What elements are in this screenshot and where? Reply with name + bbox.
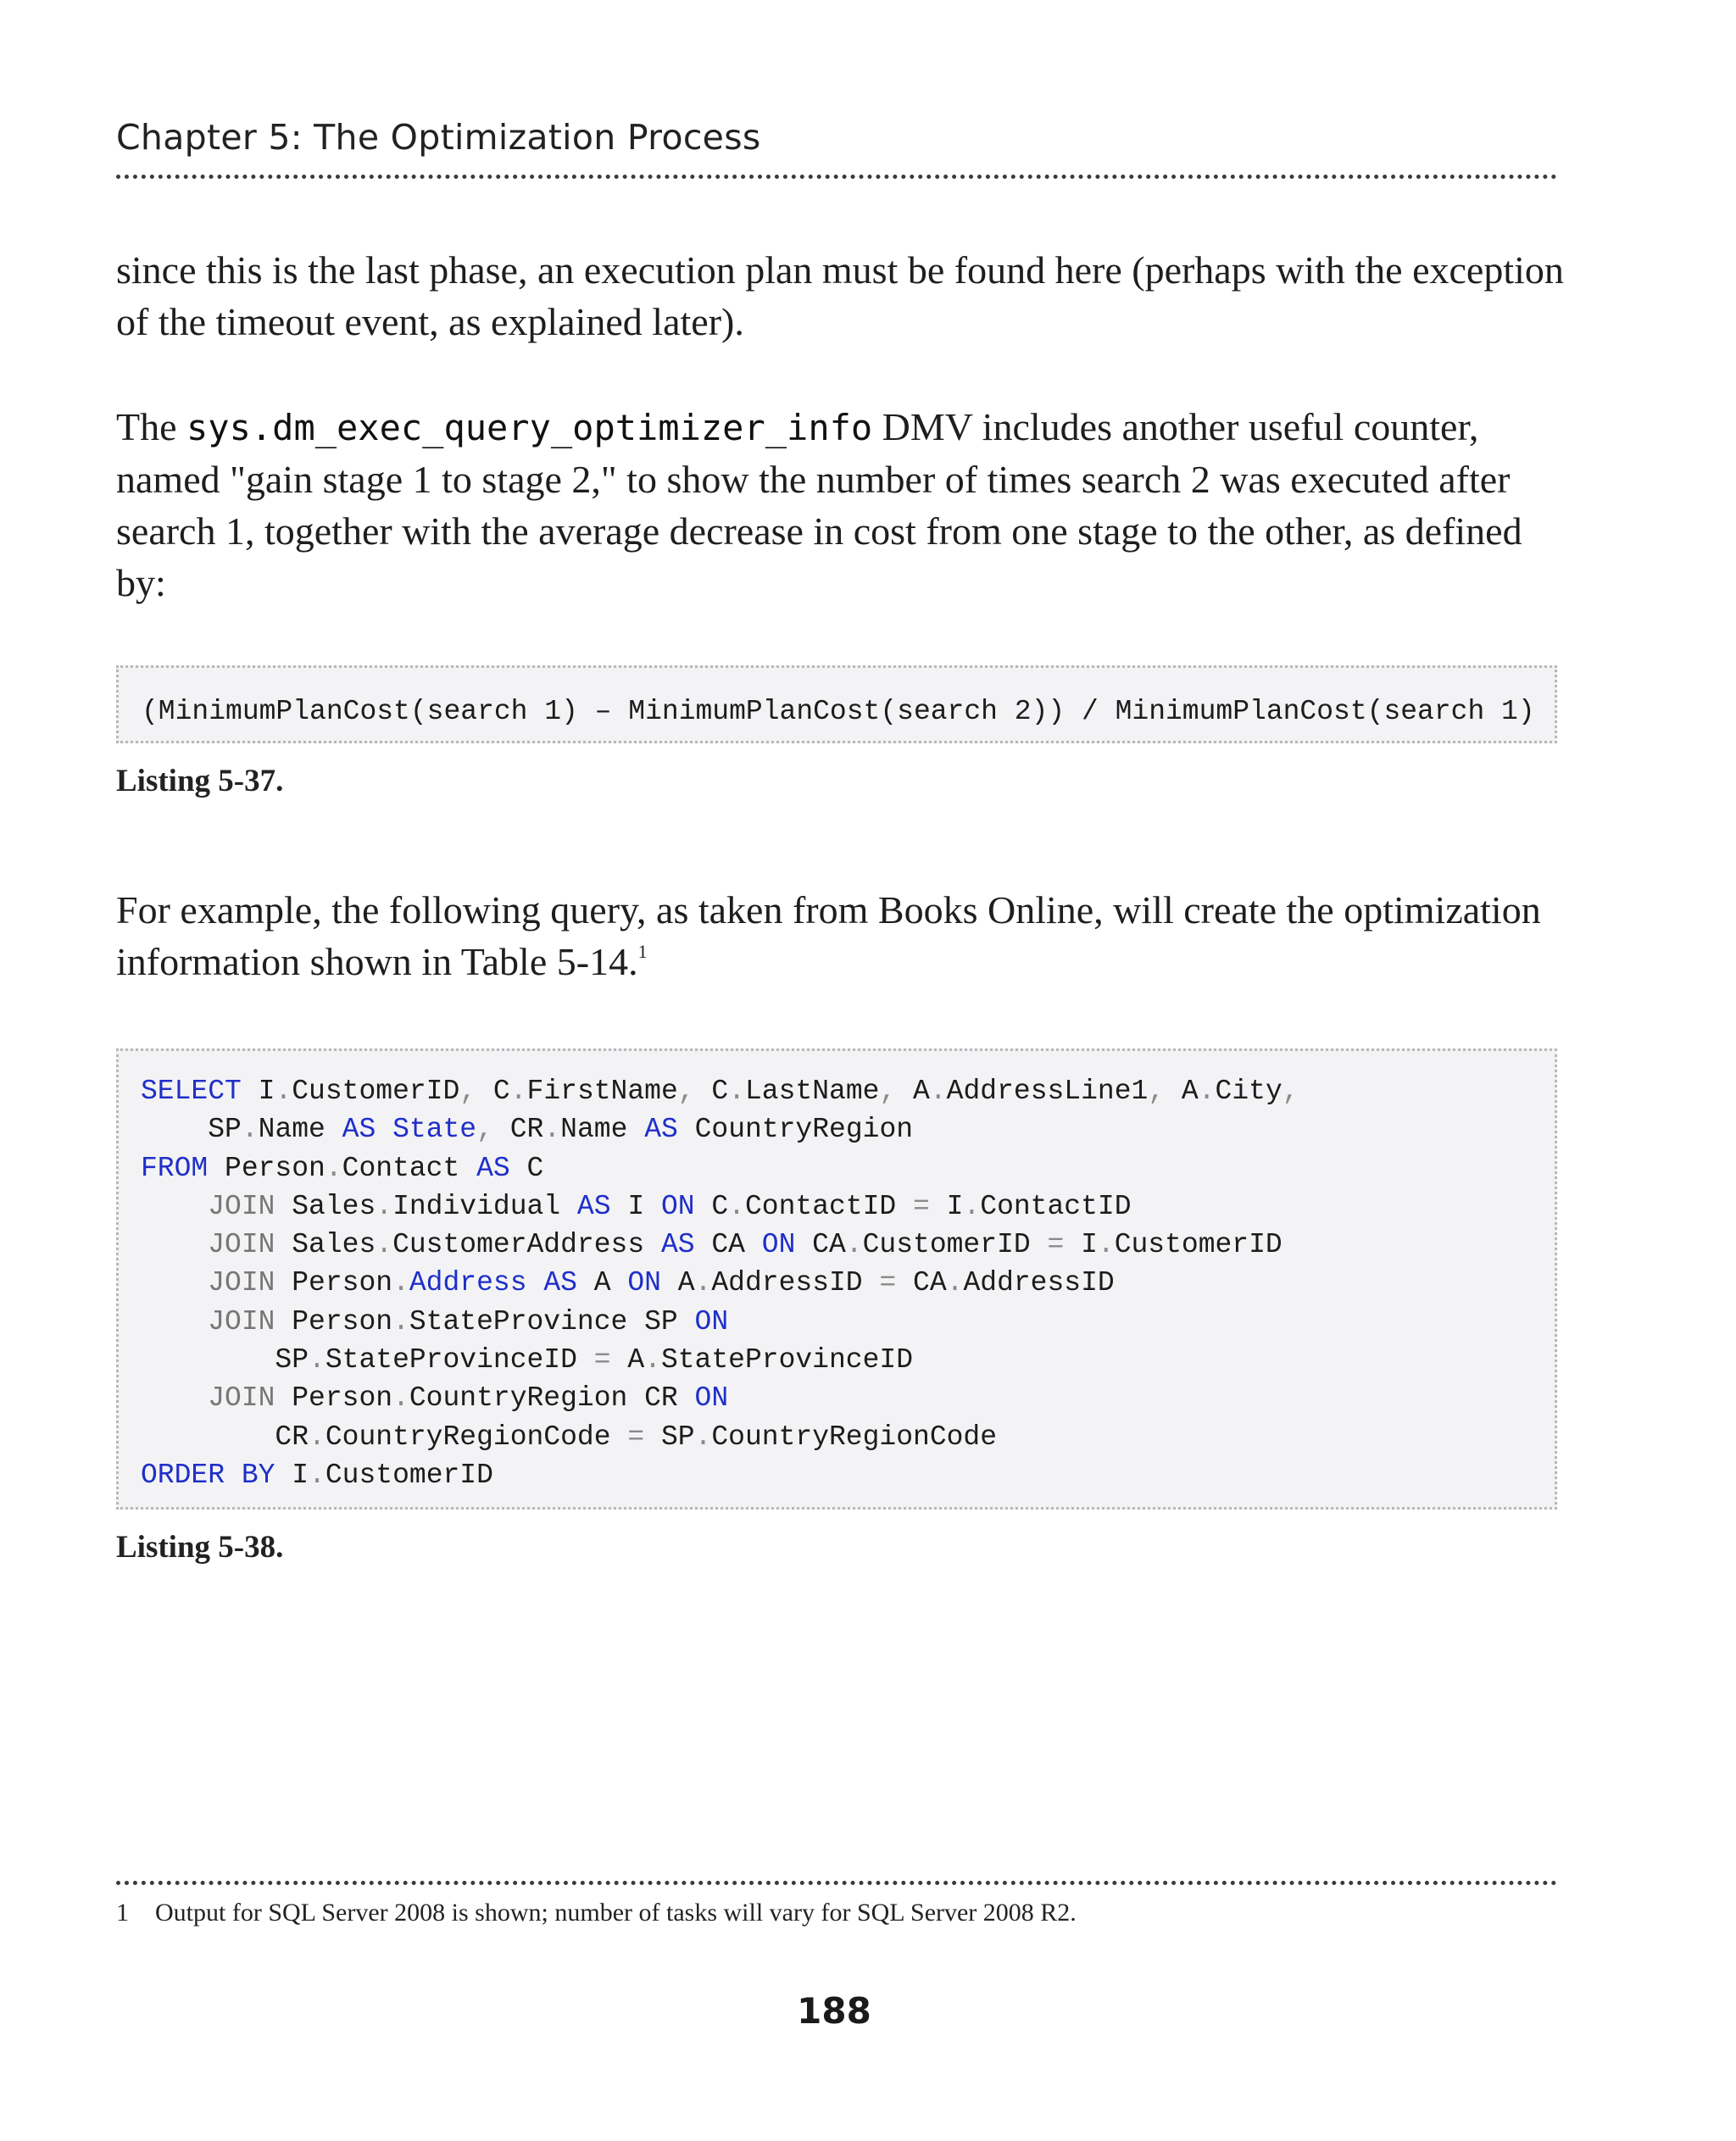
- paragraph-2-suffix: DMV includes another useful counter, named "gain stage 1 to stage 2," to show the number of times search 2 was executed after search 1, together with the average decrease in cost from one stage to the other, as defined by:: [116, 405, 1522, 604]
- listing-caption-5-38: Listing 5-38.: [116, 1530, 284, 1565]
- code-listing-5-37: [116, 665, 1557, 743]
- page-number: 188: [797, 1990, 871, 2032]
- running-head: Chapter 5: The Optimization Process: [116, 117, 761, 158]
- listing-caption-5-37: Listing 5-37.: [116, 764, 284, 798]
- paragraph-1: since this is the last phase, an execution plan must be found here (perhaps with the exception of the timeout event, as explained later).: [116, 248, 1564, 343]
- paragraph-3: [116, 884, 1557, 987]
- footnote-number: 1: [116, 1899, 129, 1927]
- header-rule: [116, 175, 1557, 179]
- code-listing-5-38: [116, 1048, 1557, 1510]
- sql-query-code: SELECT I.CustomerID, C.FirstName, C.LastName, A.AddressLine1, A.City, SP.Name AS State, CR.Name AS CountryRegion FROM Person.Contact AS C JOIN Sales.Individual AS I ON C.ContactID = I.ContactID JOIN Sales.CustomerAddress AS CA ON CA.CustomerID = I.CustomerID JOIN Person.Address AS A ON A.AddressID = CA.AddressID JOIN Person.StateProvince SP ON SP.StateProvinceID = A.StateProvinceID JOIN Person.CountryRegion CR ON CR.CountryRegionCode = SP.CountryRegionCode ORDER BY I.CustomerID: [141, 1076, 1299, 1491]
- paragraph-2-prefix: The: [116, 405, 187, 448]
- footnote-reference: 1: [637, 941, 648, 962]
- paragraph-2: [116, 401, 1574, 609]
- footnote-rule: [116, 1881, 1557, 1885]
- footnote: [116, 1899, 1574, 1927]
- paragraph-3-text: For example, the following query, as taken from Books Online, will create the optimization information shown in Table 5-14.: [116, 888, 1541, 983]
- code-formula: (MinimumPlanCost(search 1) – MinimumPlanCost(search 2)) / MinimumPlanCost(search 1): [142, 696, 1535, 727]
- footnote-text: Output for SQL Server 2008 is shown; number of tasks will vary for SQL Server 2008 R2.: [155, 1899, 1077, 1927]
- inline-code-dmv: sys.dm_exec_query_optimizer_info: [186, 407, 873, 448]
